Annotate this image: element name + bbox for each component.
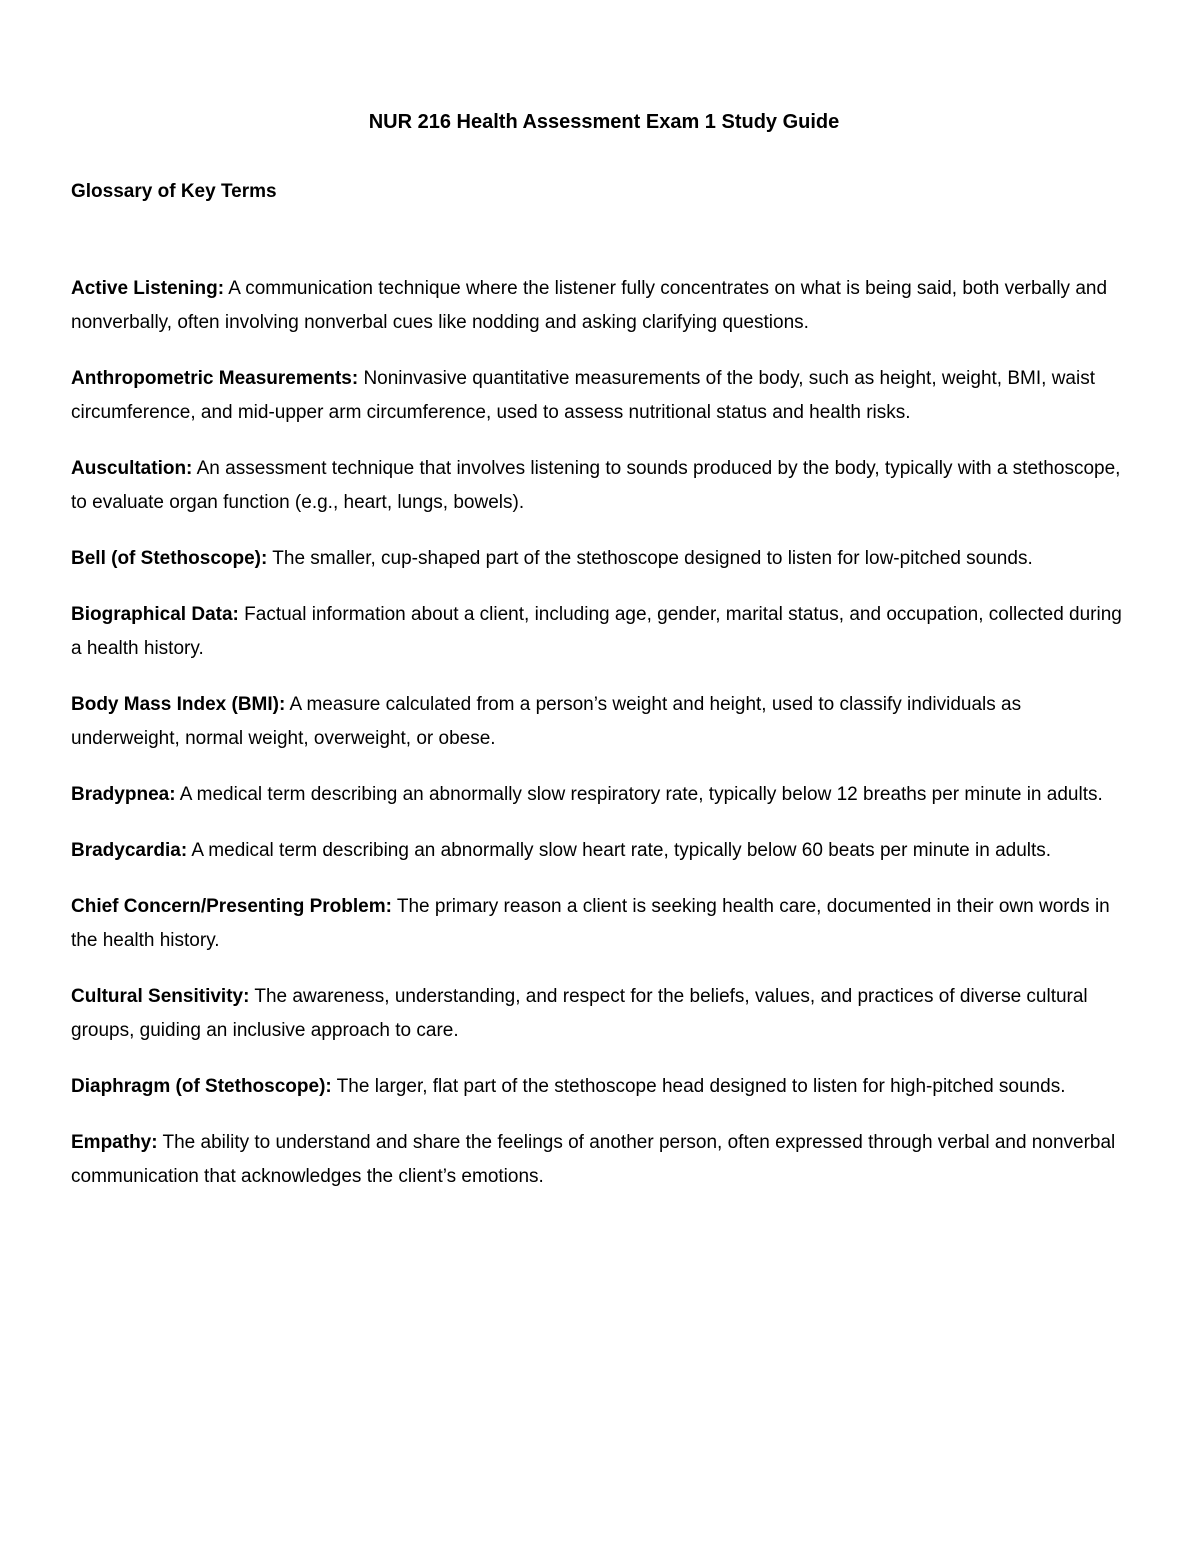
document-title: NUR 216 Health Assessment Exam 1 Study Guide: [368, 111, 840, 133]
glossary-term: Anthropometric Measurements:: [71, 368, 359, 389]
glossary-definition: A medical term describing an abnormally slow heart rate, typically below 60 beats per minute in adults.: [187, 840, 1052, 861]
glossary-entry-empathy: [71, 1126, 1131, 1194]
glossary-term: Active Listening:: [71, 278, 225, 299]
glossary-term: Biographical Data:: [71, 604, 239, 625]
glossary-entry-auscultation: [71, 452, 1131, 520]
glossary-term: Auscultation:: [71, 458, 193, 479]
glossary-entry-bradycardia: [71, 834, 1131, 868]
glossary-definition: Noninvasive quantitative measurements of the body, such as height, weight, BMI, waist circumference, and mid-upper arm circumference, used to assess nutritional status and health risks.: [71, 368, 1095, 423]
glossary-definition: An assessment technique that involves listening to sounds produced by the body, typically with a stethoscope, to evaluate organ function (e.g., heart, lungs, bowels).: [71, 458, 1121, 513]
glossary-term: Bradypnea:: [71, 784, 176, 805]
glossary-entry-cultural-sensitivity: [71, 980, 1131, 1048]
glossary-definition: The larger, flat part of the stethoscope head designed to listen for high-pitched sounds.: [331, 1076, 1066, 1097]
glossary-entry-active-listening: [71, 272, 1131, 340]
glossary-term: Bell (of Stethoscope):: [71, 548, 268, 569]
glossary-entry-diaphragm: [71, 1070, 1131, 1104]
glossary-term: Bradycardia:: [71, 840, 188, 861]
glossary-definition: The awareness, understanding, and respect for the beliefs, values, and practices of diverse cultural groups, guiding an inclusive approach to care.: [71, 986, 1088, 1041]
glossary-definition: A medical term describing an abnormally slow respiratory rate, typically below 12 breaths per minute in adults.: [175, 784, 1103, 805]
glossary-term: Empathy:: [71, 1132, 158, 1153]
glossary-definition: A communication technique where the listener fully concentrates on what is being said, both verbally and nonverbally, often involving nonverbal cues like nodding and asking clarifying questions.: [71, 278, 1108, 333]
glossary-term: Cultural Sensitivity:: [71, 986, 250, 1007]
glossary-entry-bradypnea: [71, 778, 1131, 812]
document-page: [71, 108, 1131, 1216]
glossary-entry-biographical-data: [71, 598, 1131, 666]
glossary-definition: The smaller, cup-shaped part of the stethoscope designed to listen for low-pitched sounds.: [267, 548, 1033, 569]
glossary-entry-bell: [71, 542, 1131, 576]
glossary-term: Body Mass Index (BMI):: [71, 694, 286, 715]
glossary-list: [71, 272, 1131, 1194]
glossary-term: Diaphragm (of Stethoscope):: [71, 1076, 332, 1097]
glossary-entry-bmi: [71, 688, 1131, 756]
glossary-entry-chief-concern: [71, 890, 1131, 958]
glossary-definition: The ability to understand and share the feelings of another person, often expressed through verbal and nonverbal communication that acknowledges the client’s emotions.: [71, 1132, 1116, 1187]
section-heading: Glossary of Key Terms: [71, 181, 277, 202]
glossary-term: Chief Concern/Presenting Problem:: [71, 896, 392, 917]
glossary-definition: Factual information about a client, including age, gender, marital status, and occupation, collected during a health history.: [71, 604, 1122, 659]
glossary-definition: The primary reason a client is seeking health care, documented in their own words in the health history.: [71, 896, 1110, 951]
glossary-definition: A measure calculated from a person’s weight and height, used to classify individuals as underweight, normal weight, overweight, or obese.: [71, 694, 1022, 749]
glossary-entry-anthropometric-measurements: [71, 362, 1131, 430]
